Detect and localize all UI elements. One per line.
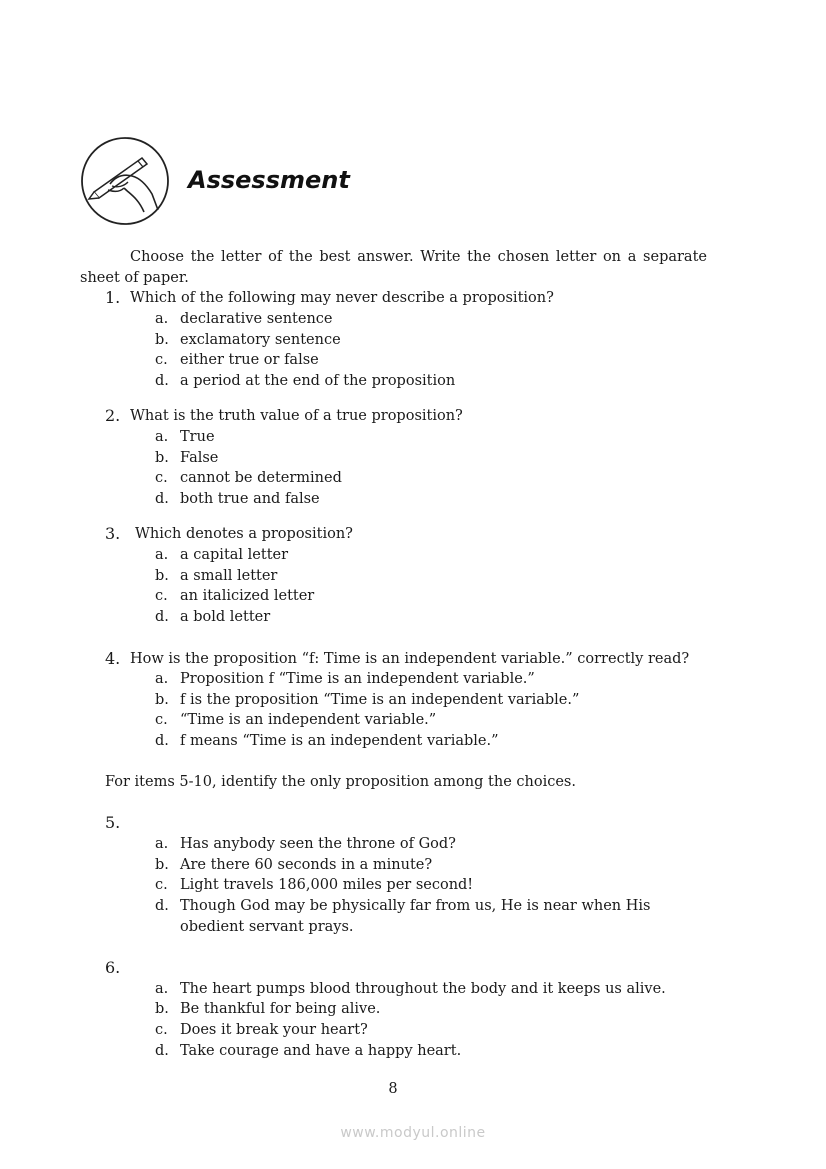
question-number: 2. <box>105 406 121 425</box>
items-note: For items 5-10, identify the only proposition among the choices. <box>105 774 576 790</box>
choice-letter: a. <box>155 981 169 997</box>
choice-letter: a. <box>155 429 169 445</box>
question-number: 1. <box>105 288 121 307</box>
choice-letter: b. <box>155 1001 169 1017</box>
choice-text-continued: obedient servant prays. <box>180 919 354 935</box>
choice-text: Does it break your heart? <box>180 1022 368 1038</box>
choice-letter: c. <box>155 877 168 893</box>
choice-letter: d. <box>155 373 169 389</box>
choice-letter: c. <box>155 1022 168 1038</box>
choice-text: Take courage and have a happy heart. <box>180 1043 462 1059</box>
choice-letter: d. <box>155 898 169 914</box>
choice-letter: b. <box>155 857 169 873</box>
page-number: 8 <box>388 1081 398 1097</box>
choice-text: both true and false <box>180 491 320 507</box>
choice-text: cannot be determined <box>180 470 342 486</box>
choice-text: either true or false <box>180 352 319 368</box>
choice-text: an italicized letter <box>180 588 315 604</box>
choice-letter: d. <box>155 609 169 625</box>
choice-text: False <box>180 450 219 466</box>
choice-letter: b. <box>155 450 169 466</box>
choice-letter: a. <box>155 311 169 327</box>
question-number: 4. <box>105 649 121 668</box>
choice-letter: c. <box>155 588 168 604</box>
watermark: www.modyul.online <box>340 1125 486 1141</box>
choice-letter: d. <box>155 733 169 749</box>
instructions: Choose the letter of the best answer. Write the chosen letter on a separate sheet of paper. <box>80 249 707 286</box>
question-text: Which of the following may never describe a proposition? <box>130 290 554 306</box>
choice-text: f means “Time is an independent variable.” <box>180 733 499 749</box>
page-title: Assessment <box>188 166 350 194</box>
choice-text: Proposition f “Time is an independent variable.” <box>180 671 535 687</box>
question-number: 6. <box>105 958 121 977</box>
choice-text: a bold letter <box>180 609 271 625</box>
choice-text: a capital letter <box>180 547 289 563</box>
choice-text: True <box>180 429 215 445</box>
choice-text: Are there 60 seconds in a minute? <box>180 857 433 873</box>
choice-text: Light travels 186,000 miles per second! <box>180 877 474 893</box>
choice-text: Though God may be physically far from us, He is near when His <box>180 898 651 914</box>
question-text: How is the proposition “f: Time is an independent variable.” correctly read? <box>130 651 690 667</box>
pencil-hand-icon <box>80 136 170 226</box>
choice-letter: a. <box>155 836 169 852</box>
choice-text: Has anybody seen the throne of God? <box>180 836 456 852</box>
choice-letter: b. <box>155 568 169 584</box>
choice-text: “Time is an independent variable.” <box>180 712 437 728</box>
choice-letter: b. <box>155 692 169 708</box>
choice-text: declarative sentence <box>180 311 333 327</box>
question-number: 3. <box>105 524 121 543</box>
choice-letter: d. <box>155 491 169 507</box>
choice-letter: c. <box>155 470 168 486</box>
choice-letter: a. <box>155 671 169 687</box>
choice-text: a period at the end of the proposition <box>180 373 456 389</box>
choice-letter: c. <box>155 352 168 368</box>
choice-text: exclamatory sentence <box>180 332 341 348</box>
question-text: What is the truth value of a true proposition? <box>130 408 463 424</box>
question-number: 5. <box>105 813 121 832</box>
choice-letter: d. <box>155 1043 169 1059</box>
choice-text: f is the proposition “Time is an independent variable.” <box>180 692 580 708</box>
choice-letter: c. <box>155 712 168 728</box>
choice-text: Be thankful for being alive. <box>180 1001 381 1017</box>
choice-letter: a. <box>155 547 169 563</box>
choice-letter: b. <box>155 332 169 348</box>
choice-text: a small letter <box>180 568 278 584</box>
choice-text: The heart pumps blood throughout the body and it keeps us alive. <box>180 981 666 997</box>
question-text: Which denotes a proposition? <box>135 526 353 542</box>
